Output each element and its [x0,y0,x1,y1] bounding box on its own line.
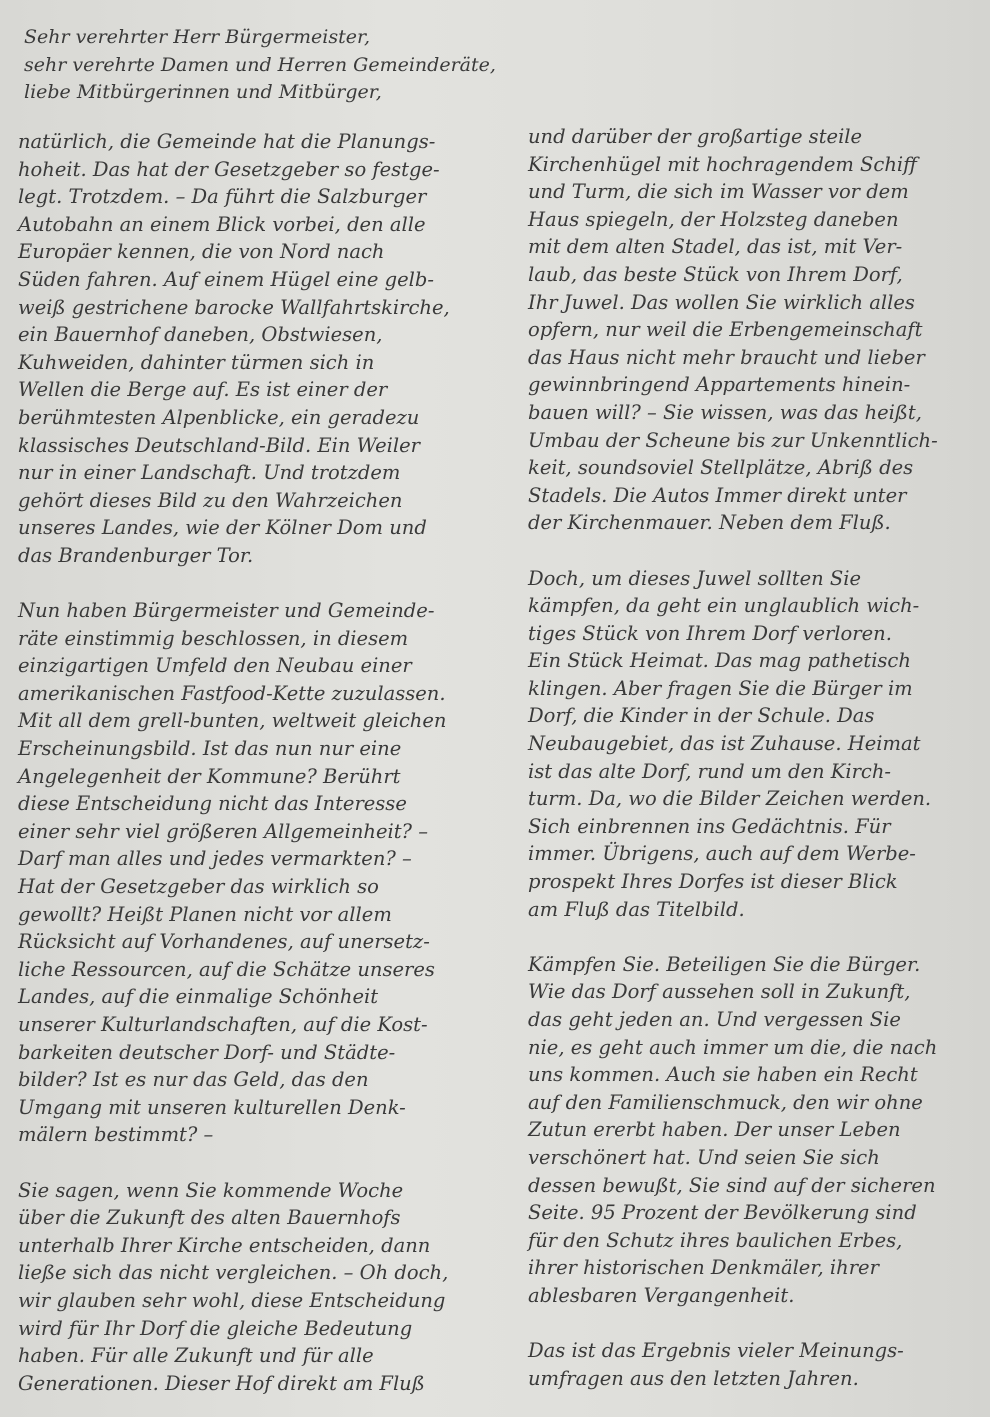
text-line: Ein Stück Heimat. Das mag pathetisch [528,649,911,673]
text-line: Umbau der Scheune bis zur Unkenntlich- [528,428,938,452]
salutation-line: sehr verehrte Damen und Herren Gemeinderäte, [24,53,496,76]
text-line: Wellen die Berge auf. Es ist einer der [18,378,388,402]
text-line: barkeiten deutscher Dorf- und Städte- [18,1040,396,1064]
text-line: unterhalb Ihrer Kirche entscheiden, dann [18,1233,431,1257]
text-line: wir glauben sehr wohl, diese Entscheidung [18,1288,446,1312]
text-line: gewinnbringend Appartements hinein- [528,373,911,397]
text-line: Mit all dem grell-bunten, weltweit gleichen [18,709,447,733]
text-line: gewollt? Heißt Planen nicht vor allem [18,902,392,926]
text-line: unseres Landes, wie der Kölner Dom und [18,516,427,540]
text-line: turm. Da, wo die Bilder Zeichen werden. [528,787,932,811]
text-line: immer. Übrigens, auch auf dem Werbe- [528,842,916,866]
text-line: räte einstimmig beschlossen, in diesem [18,626,409,650]
salutation [24,24,584,107]
paragraph-gap [528,923,988,951]
text-line: umfragen aus den letzten Jahren. [528,1366,859,1390]
text-line: über die Zukunft des alten Bauernhofs [18,1206,401,1230]
paragraph [18,1177,498,1398]
text-line: bilder? Ist es nur das Geld, das den [18,1068,369,1092]
text-line: klingen. Aber fragen Sie die Bürger im [528,676,913,700]
text-line: Rücksicht auf Vorhandenes, auf unersetz- [18,930,430,954]
text-line: diese Entscheidung nicht das Interesse [18,792,407,816]
paragraph [528,951,988,1310]
text-line: unserer Kulturlandschaften, auf die Kost- [18,1013,428,1036]
text-line: uns kommen. Auch sie haben ein Recht [528,1063,918,1087]
text-line: Kuhweiden, dahinter türmen sich in [18,350,375,374]
text-line: hoheit. Das hat der Gesetzgeber so festge- [18,157,440,181]
text-line: ihrer historischen Denkmäler, ihrer [528,1256,879,1280]
text-line: Dorf, die Kinder in der Schule. Das [528,704,875,728]
text-line: berühmtesten Alpenblicke, ein geradezu [18,405,420,429]
text-line: haben. Für alle Zukunft und für alle [18,1344,374,1368]
text-line: mälern bestimmt? – [18,1123,214,1147]
text-line: am Fluß das Titelbild. [528,897,745,921]
text-line: Haus spiegeln, der Holzsteg daneben [528,207,899,231]
text-line: Nun haben Bürgermeister und Gemeinde- [18,599,435,623]
text-line: Neubaugebiet, das ist Zuhause. Heimat [528,732,921,756]
text-line: klassisches Deutschland-Bild. Ein Weiler [18,433,420,457]
text-line: wird für Ihr Dorf die gleiche Bedeutung [18,1316,413,1340]
text-line: legt. Trotzdem. – Da führt die Salzburger [18,185,427,209]
text-line: verschönert hat. Und seien Sie sich [528,1145,880,1169]
text-line: keit, soundsoviel Stellplätze, Abriß des [528,456,914,480]
paragraph [528,123,988,537]
text-line: das Brandenburger Tor. [18,543,254,567]
text-line: Umgang mit unseren kulturellen Denk- [18,1095,406,1119]
text-line: Erscheinungsbild. Ist das nun nur eine [18,737,402,761]
text-line: opfern, nur weil die Erbengemeinschaft [528,318,923,342]
text-line: kämpfen, da geht ein unglaublich wich- [528,594,920,618]
text-line: und Turm, die sich im Wasser vor dem [528,180,909,204]
paragraph-gap [528,537,988,565]
text-line: weiß gestrichene barocke Wallfahrtskirche, [18,295,450,319]
text-line: der Kirchenmauer. Neben dem Fluß. [528,511,891,535]
text-line: liche Ressourcen, auf die Schätze unseres [18,957,435,981]
text-line: ablesbaren Vergangenheit. [528,1283,795,1307]
text-line: Darf man alles und jedes vermarkten? – [18,847,412,871]
text-line: tiges Stück von Ihrem Dorf verloren. [528,621,892,645]
text-line: laub, das beste Stück von Ihrem Dorf, [528,262,903,286]
paragraph-gap [18,1149,498,1177]
left-column [18,128,498,1397]
text-line: Kirchenhügel mit hochragendem Schiff [528,152,917,176]
text-line: natürlich, die Gemeinde hat die Planungs- [18,130,436,153]
text-line: Europäer kennen, die von Nord nach [18,240,385,264]
text-line: für den Schutz ihres baulichen Erbes, [528,1228,903,1252]
text-line: einzigartigen Umfeld den Neubau einer [18,654,412,678]
text-line: Hat der Gesetzgeber das wirklich so [18,875,379,899]
text-line: einer sehr viel größeren Allgemeinheit? – [18,819,428,843]
text-line: das Haus nicht mehr braucht und lieber [528,345,925,369]
text-line: Ihr Juwel. Das wollen Sie wirklich alles [528,290,915,314]
text-line: dessen bewußt, Sie sind auf der sicheren [528,1173,936,1197]
paragraph [528,565,988,924]
text-line: nur in einer Landschaft. Und trotzdem [18,461,401,485]
text-line: ist das alte Dorf, rund um den Kirch- [528,759,891,783]
text-line: Seite. 95 Prozent der Bevölkerung sind [528,1201,917,1225]
text-line: Angelegenheit der Kommune? Berührt [18,764,401,788]
text-line: amerikanischen Fastfood-Kette zuzulassen. [18,681,446,705]
text-line: ein Bauernhof daneben, Obstwiesen, [18,323,383,347]
text-line: gehört dieses Bild zu den Wahrzeichen [18,488,403,512]
text-line: Autobahn an einem Blick vorbei, den alle [18,212,426,236]
salutation-line: liebe Mitbürgerinnen und Mitbürger, [24,81,382,103]
text-line: prospekt Ihres Dorfes ist dieser Blick [528,870,898,894]
text-line: Sie sagen, wenn Sie kommende Woche [18,1178,404,1202]
text-line: Kämpfen Sie. Beteiligen Sie die Bürger. [528,952,921,976]
text-line: Sich einbrennen ins Gedächtnis. Für [528,814,891,838]
paragraph [528,1337,988,1392]
text-line: das geht jeden an. Und vergessen Sie [528,1008,901,1031]
text-line: Generationen. Dieser Hof direkt am Fluß [18,1371,425,1395]
text-line: Doch, um dieses Juwel sollten Sie [528,566,862,590]
text-line: Stadels. Die Autos Immer direkt unter [528,483,907,507]
text-line: auf den Familienschmuck, den wir ohne [528,1090,923,1114]
paragraph-gap [18,570,498,598]
text-line: nie, es geht auch immer um die, die nach [528,1035,938,1059]
paragraph [18,597,498,1149]
text-line: Landes, auf die einmalige Schönheit [18,985,379,1009]
right-column [528,123,988,1392]
text-line: und darüber der großartige steile [528,125,863,148]
text-line: Das ist das Ergebnis vieler Meinungs- [528,1339,904,1363]
text-line: Zutun ererbt haben. Der unser Leben [528,1118,901,1142]
text-line: Süden fahren. Auf einem Hügel eine gelb- [18,267,434,291]
salutation-line: Sehr verehrter Herr Bürgermeister, [24,26,371,48]
paragraph [18,128,498,570]
text-line: mit dem alten Stadel, das ist, mit Ver- [528,235,903,259]
paragraph-gap [528,1310,988,1338]
text-line: bauen will? – Sie wissen, was das heißt, [528,400,922,424]
text-line: Wie das Dorf aussehen soll in Zukunft, [528,980,911,1004]
text-line: ließe sich das nicht vergleichen. – Oh doch, [18,1261,449,1285]
